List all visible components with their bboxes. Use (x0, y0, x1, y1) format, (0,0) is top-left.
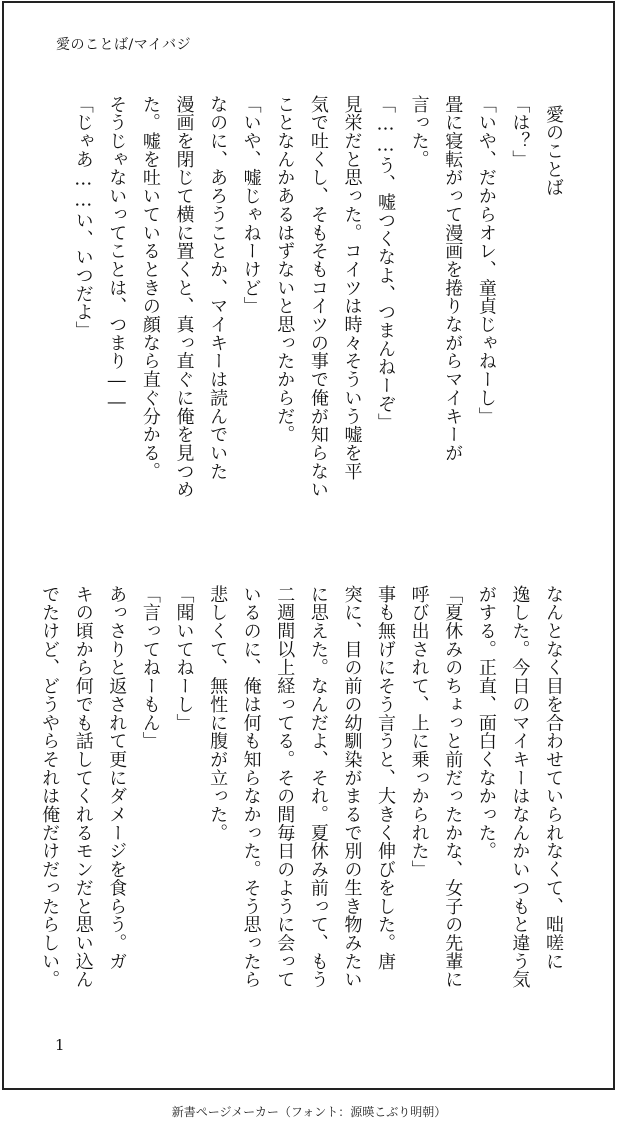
text-column: 突に、目の前の幼馴染がまるで別の生き物みたい (341, 585, 363, 989)
text-column: 二週間以上経ってる。その間毎日のように会って (274, 585, 296, 989)
text-column: いるのに、俺は何も知らなかった。そう思ったら (240, 585, 262, 989)
text-column: あっさりと返されて更にダメージを食らう。ガ (106, 585, 128, 971)
text-column: なのに、あろうことか、マイキーは読んでいた (207, 95, 229, 481)
text-column: 事も無げにそう言うと、大きく伸びをした。唐 (375, 585, 397, 971)
text-column: 「いや、だからオレ、童貞じゃねーし」 (475, 95, 497, 426)
text-column: 言った。 (408, 95, 430, 169)
text-column: でたけど、どうやらそれは俺だけだったらしい。 (39, 585, 61, 989)
text-column: ことなんかあるはずないと思ったからだ。 (274, 95, 296, 444)
text-block-bottom (39, 585, 570, 1055)
text-column: 「いや、嘘じゃねーけど」 (240, 95, 262, 316)
text-column: キの頃から何でも話してくれるモンだと思い込ん (72, 585, 94, 989)
text-column: 漫画を閉じて横に置くと、真っ直ぐに俺を見つめ (173, 95, 195, 499)
chapter-title: 愛のことば (543, 105, 564, 197)
text-column: 悲しくて、無性に腹が立った。 (207, 585, 229, 842)
text-column: がする。正直、面白くなかった。 (475, 585, 497, 861)
text-column: た。嘘を吐いているときの顔なら直ぐ分かる。 (139, 95, 161, 481)
text-column: 「……う、嘘つくなよ、つまんねーぞ」 (375, 95, 397, 432)
page-number: 1 (55, 1036, 65, 1054)
text-column: 「じゃあ……い、いつだよ」 (72, 95, 94, 340)
text-column: に思えた。なんだよ、それ。夏休み前って、もう (307, 585, 329, 989)
text-column: 見栄だと思った。コイツは時々そういう嘘を平 (341, 95, 363, 481)
page-header: 愛のことば/マイバジ (56, 37, 192, 53)
text-column: 「聞いてねーし」 (173, 585, 195, 732)
text-column: 「夏休みのちょっと前だったかな、女子の先輩に (442, 585, 464, 989)
text-column: なんとなく目を合わせていられなくて、咄嗟に (543, 585, 564, 971)
text-column: 呼び出されて、上に乗っかられた」 (408, 585, 430, 879)
text-column: 「言ってねーもん」 (139, 585, 161, 751)
text-column: 気で吐くし、そもそもコイツの事で俺が知らない (307, 95, 329, 499)
text-column: そうじゃないってことは、つまり―― (106, 95, 128, 413)
text-column: 畳に寝転がって漫画を捲りながらマイキーが (442, 95, 464, 462)
text-column: 逸した。今日のマイキーはなんかいつもと違う気 (509, 585, 531, 989)
text-block-top (50, 95, 570, 565)
footer-credit: 新書ページメーカー（フォント：源暎こぶり明朝） (171, 1105, 447, 1119)
text-column: 「は？」 (509, 95, 531, 169)
